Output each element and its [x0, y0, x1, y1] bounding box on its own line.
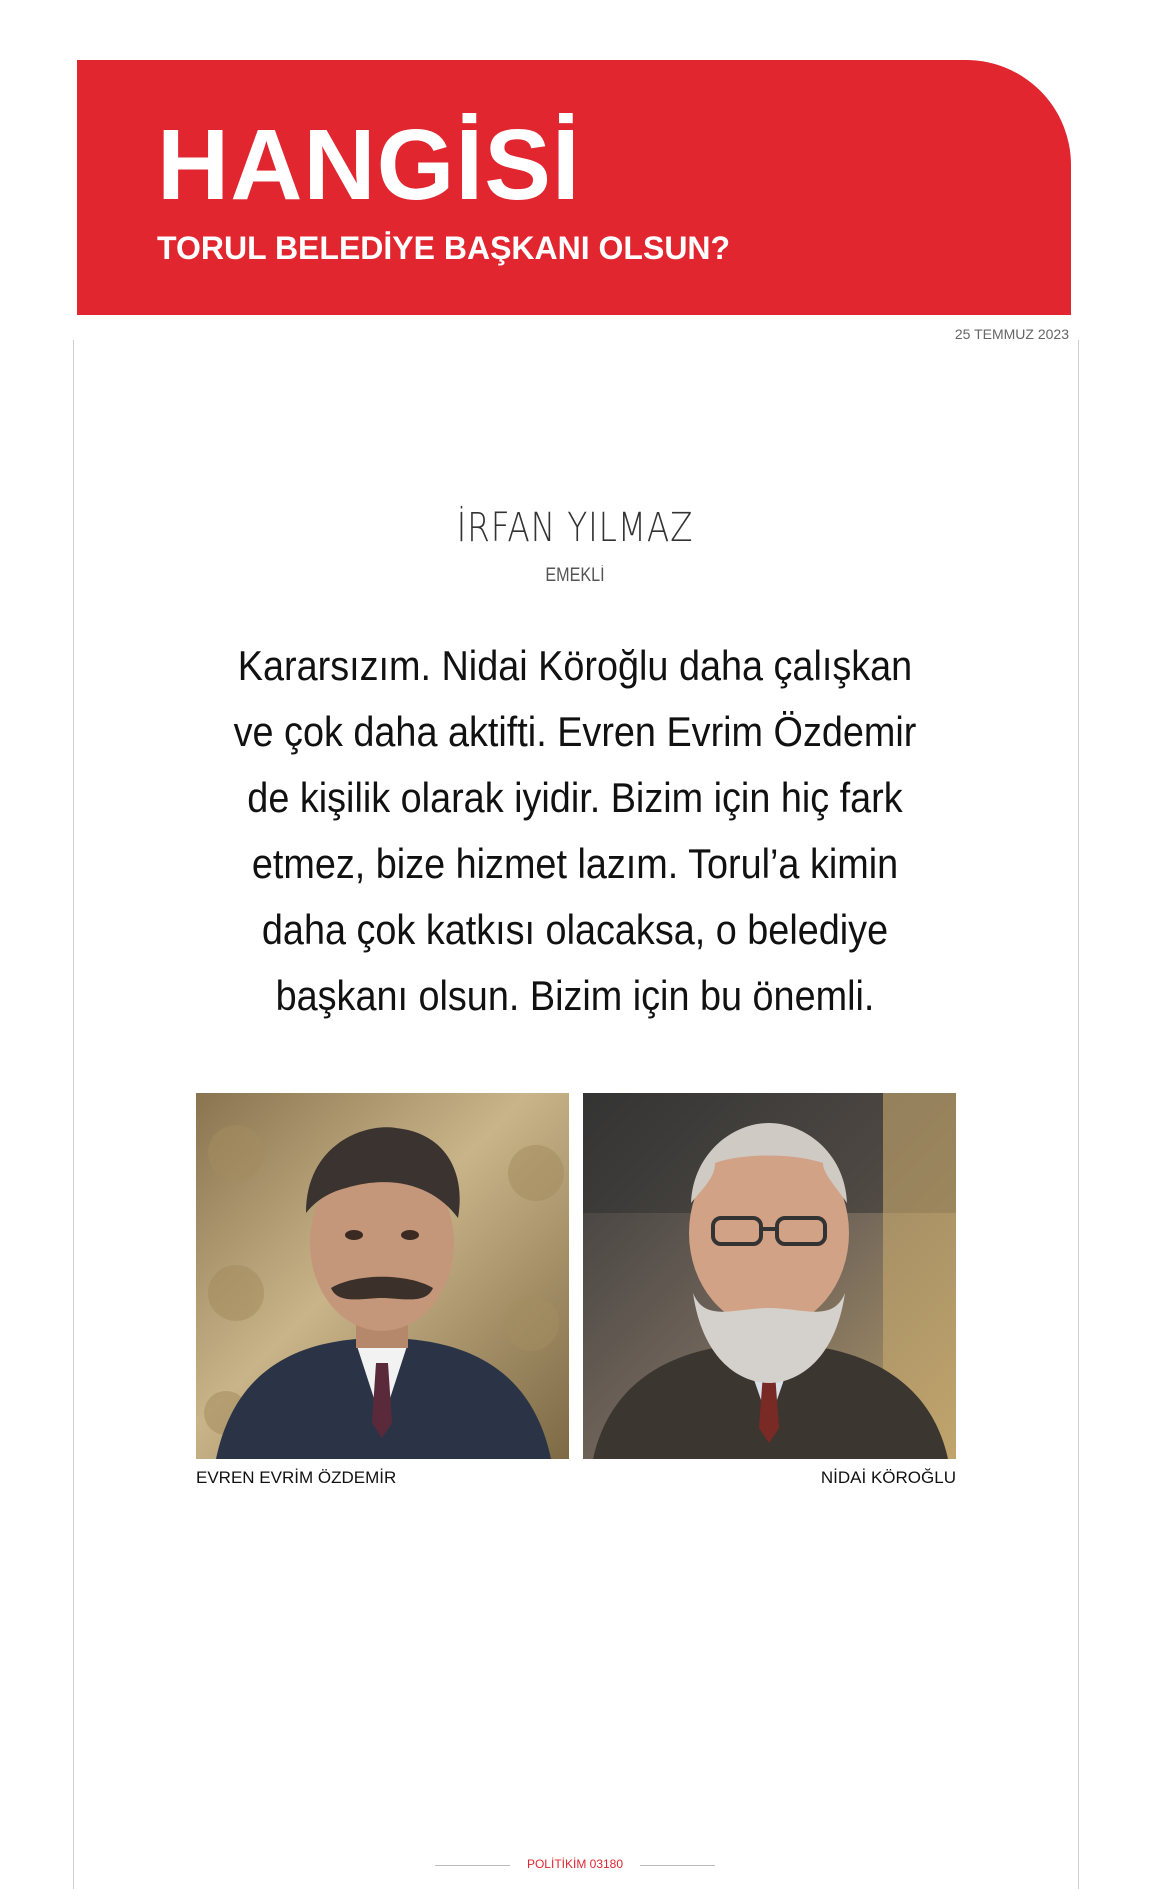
footer-label: POLİTİKİM 03180 — [526, 1857, 624, 1871]
candidate-caption-left: EVREN EVRİM ÖZDEMİR — [196, 1468, 397, 1487]
header-subtitle: TORUL BELEDİYE BAŞKANI OLSUN? — [157, 230, 731, 266]
header-banner — [77, 60, 1071, 315]
publish-date: 25 TEMMUZ 2023 — [954, 326, 1069, 342]
interviewee-role: EMEKLİ — [545, 565, 605, 586]
left-border-line — [73, 340, 74, 1889]
interviewee-name: İRFAN YILMAZ — [456, 505, 694, 551]
candidate-photo-right — [583, 1093, 956, 1459]
candidate-photo-left — [196, 1093, 569, 1459]
portrait-illustration-right — [583, 1093, 956, 1459]
header-title: HANGİSİ — [157, 109, 581, 221]
interview-quote: Kararsızım. Nidai Köroğlu daha çalışkan ve çok daha aktifti. Evren Evrim Özdemir de kişilik olarak iyidir. Bizim için hiç fark etmez, bize hizmet lazım. Torul’a kimin daha çok katkısı olacaksa, o belediye başkanı olsun. Bizim için bu önemli. — [233, 642, 917, 1019]
right-border-line — [1078, 340, 1079, 1889]
footer-divider-right — [640, 1865, 715, 1866]
portrait-illustration-left — [196, 1093, 569, 1459]
candidate-caption-right: NİDAİ KÖROĞLU — [820, 1468, 956, 1487]
